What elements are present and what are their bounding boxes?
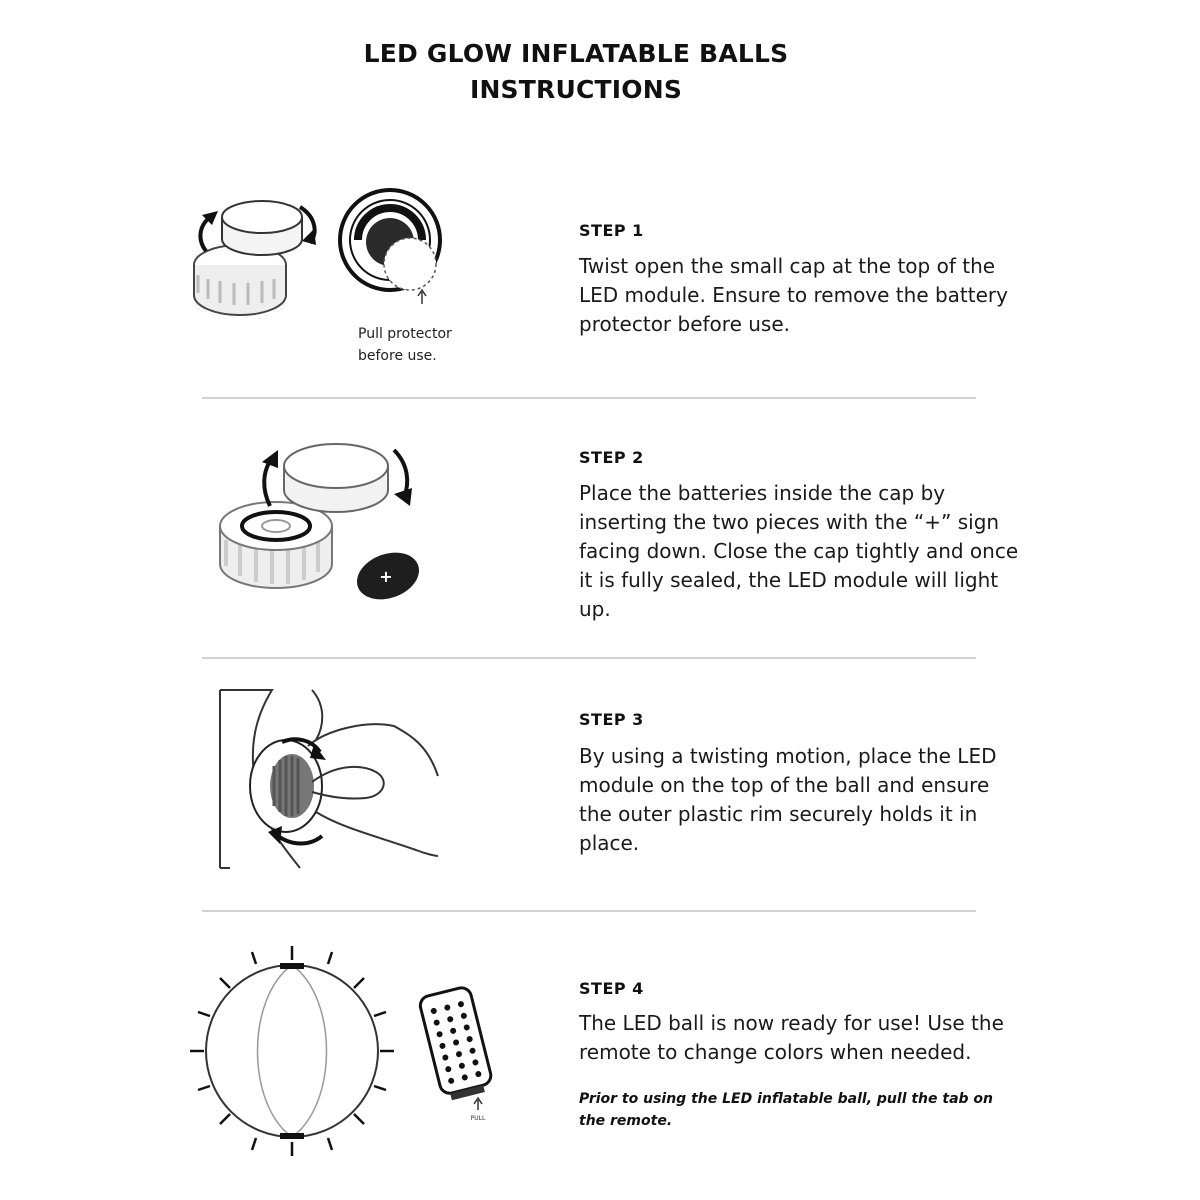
hand-outline: [308, 724, 438, 856]
step1-battery-protector-illustration: [338, 188, 448, 318]
led-module: [270, 754, 314, 818]
led-module-base: [220, 502, 332, 588]
caption-line-1: Pull protector: [358, 326, 452, 342]
step2-battery-insert-illustration: [212, 436, 427, 611]
step-1-label: STEP 1: [579, 221, 644, 240]
page-title: [0, 36, 1152, 108]
step1-cap-twist-illustration: [188, 195, 328, 335]
remote-control-illustration: [412, 982, 512, 1122]
title-line-1: LED GLOW INFLATABLE BALLS: [363, 39, 789, 68]
inflatable-ball: [206, 965, 378, 1137]
led-module-cap: [222, 201, 302, 255]
pull-arrow-icon: [474, 1098, 482, 1110]
title-line-2: INSTRUCTIONS: [469, 75, 683, 104]
step3-mount-module-illustration: [216, 686, 446, 872]
step-2-label: STEP 2: [579, 448, 644, 467]
divider: [202, 657, 976, 659]
step4-glowing-ball-illustration: [186, 938, 406, 1164]
step-1-text: Twist open the small cap at the top of the LED module. Ensure to remove the battery protector before use.: [579, 254, 1008, 336]
step-3-label: STEP 3: [579, 710, 644, 729]
step-2-text: Place the batteries inside the cap by inserting the two pieces with the “+” sign facing down. Close the cap tightly and once it is fully sealed, the LED module will light up.: [579, 481, 1019, 621]
divider: [202, 397, 976, 399]
led-module-top: [280, 963, 304, 969]
battery-plus-sign: +: [379, 567, 393, 586]
step-4-text: The LED ball is now ready for use! Use the remote to change colors when needed.: [579, 1011, 1004, 1064]
divider: [202, 910, 976, 912]
pull-arrow-icon: [418, 290, 426, 304]
step-4-label: STEP 4: [579, 979, 644, 998]
rotate-arrow-bottom-icon: [278, 836, 322, 844]
step-3-text: By using a twisting motion, place the LED module on the top of the ball and ensure the outer plastic rim securely holds it in place.: [579, 744, 997, 855]
led-module-cap: [284, 444, 388, 512]
remote-pull-tab-note: Prior to using the LED inflatable ball, pull the tab on the remote.: [579, 1091, 994, 1129]
coin-battery-icon: [350, 544, 425, 607]
caption-line-2: before use.: [358, 348, 437, 364]
led-module-bottom: [280, 1133, 304, 1139]
rotate-arrow-left-icon: [200, 217, 210, 251]
pull-protector-caption: [358, 323, 452, 367]
remote-pull-label: PULL: [470, 1115, 486, 1122]
